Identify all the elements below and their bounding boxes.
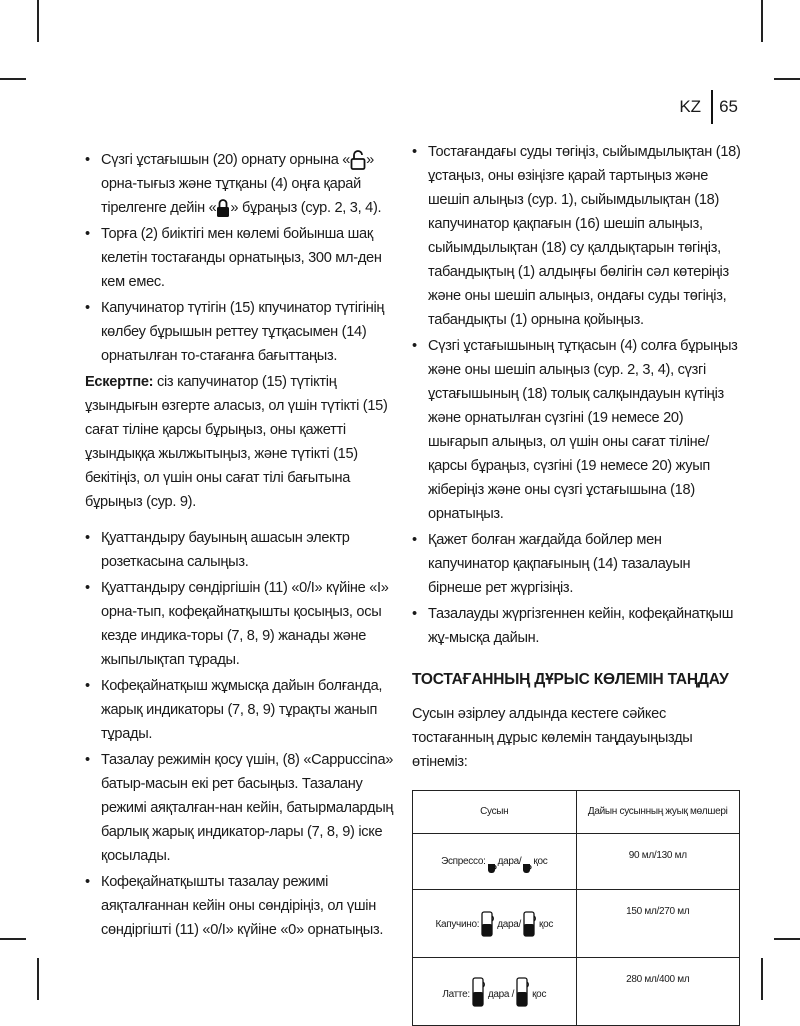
list-item: • Сүзгі ұстағышын (20) орнату орнына « » орна-тығыз және тұтқаны (4) оңға қарай тірелгенге дейін « » бұраңыз (сур. 2, 3, 4). [85, 148, 403, 220]
drink-name: Капучино: [435, 918, 480, 930]
table-header-drink: Сусын [413, 791, 577, 834]
espresso-cup-icon [487, 863, 497, 874]
note-label: Ескертпе: [85, 374, 154, 390]
table-row [413, 890, 740, 958]
crop-mark [0, 78, 26, 80]
single-label: дара/ [497, 855, 522, 867]
cappuccino-cup-icon [522, 911, 538, 937]
page-number: 65 [719, 97, 738, 116]
crop-mark [37, 958, 39, 1000]
list-item: • Тазалауды жүргізгеннен кейін, кофеқайнатқыш жұ-мысқа дайын. [412, 602, 742, 650]
crop-mark [37, 0, 39, 42]
amount-cell: 280 мл/400 мл [576, 958, 740, 1026]
table-row [413, 958, 740, 1026]
crop-mark [774, 938, 800, 940]
list-item: • Кофеқайнатқыш жұмысқа дайын болғанда, жарық индикаторы (7, 8, 9) тұрақты жанып тұрады. [85, 674, 403, 746]
list-item: • Қажет болған жағдайда бойлер мен капучинатор қақпағының (14) тазалауын бірнеше рет жүргізіңіз. [412, 528, 742, 600]
list-item: • Тазалау режимін қосу үшін, (8) «Cappuccina» батыр-масын екі рет басыңыз. Тазалану режимі аяқталған-нан кейін, батырмалардың барлық жарық индикатор-лары (7, 8, 9) іске қосылады. [85, 748, 403, 868]
single-label: дара/ [497, 918, 522, 930]
cappuccino-cup-icon [480, 911, 496, 937]
drink-cell [413, 890, 577, 958]
header-divider [711, 90, 713, 124]
drink-cell [413, 958, 577, 1026]
table-row [413, 834, 740, 890]
latte-cup-icon [515, 977, 531, 1007]
intro-paragraph: Сусын әзірлеу алдында кестеге сәйкес тостағанның дұрыс көлемін таңдауыңызды өтінеміз: [412, 706, 693, 770]
right-column [412, 140, 742, 1026]
amount-cell: 150 мл/270 мл [576, 890, 740, 958]
page-header [679, 90, 738, 124]
list-item: • Сүзгі ұстағышының тұтқасын (4) солға бұрыңыз және оны шешіп алыңыз (сур. 2, 3, 4), сүзгі ұстағышының (18) толық салқындауын күтіңіз және орнатылған сүзгіні (19 немесе 20) шығарып алыңыз, ол үшін оны сағат тіліне/қарсы бұраңыз, сүзгіні (19 немесе 20) жуып жіберіңіз және оны сүзгі ұстағышына (18) орнатыңыз. [412, 334, 742, 526]
crop-mark [761, 958, 763, 1000]
double-label: қос [539, 918, 554, 930]
drink-name: Эспрессо: [441, 855, 486, 867]
left-column [85, 148, 403, 944]
note-paragraph [85, 370, 403, 514]
list-item: • Капучинатор түтігін (15) кпучинатор түтігінің көлбеу бұрышын реттеу тұтқасымен (14) орнатылған то-стағанға бағыттаңыз. [85, 296, 403, 368]
volume-table [412, 790, 740, 1026]
drink-cell [413, 834, 577, 890]
list-item: • Кофеқайнатқышты тазалау режимі аяқталғаннан кейін оны сөндіріңіз, ол үшін сөндіргішті (11) «0/I» күйіне «0» орнатыңыз. [85, 870, 403, 942]
single-label: дара / [487, 988, 515, 1000]
crop-mark [761, 0, 763, 42]
list-item: • Қуаттандыру сөндіргішін (11) «0/I» күйіне «I» орна-тып, кофеқайнатқышты қосыңыз, осы кезде индика-торы (7, 8, 9) жанады және жыпылықтап тұрады. [85, 576, 403, 672]
list-item: • Торға (2) биіктігі мен көлемі бойынша шақ келетін тостағанды орнатыңыз, 300 мл-ден кем емес. [85, 222, 403, 294]
bullet-list [85, 148, 403, 368]
unlock-icon [350, 150, 366, 170]
drink-name: Латте: [442, 988, 470, 1000]
bullet-list [85, 526, 403, 942]
list-item: • Тостағандағы суды төгіңіз, сыйымдылықтан (18) ұстаңыз, оны өзіңізге қарай тартыңыз және шешіп алыңыз (сур. 1), сыйымдылықтан (18) капучинатор қақпағын (16) шешіп алыңыз, сыйымдылықтан (18) су қалдықтарын төгіңіз, табандықтың (1) алдыңғы бөлігін сәл көтеріңіз және оны шешіп алыңыз, ондағы суды төгіңіз, табандықты (1) орнына қойыңыз. [412, 140, 742, 332]
latte-cup-icon [471, 977, 487, 1007]
section-heading: ТОСТАҒАННЫҢ ДҰРЫС КӨЛЕМІН ТАҢДАУ [412, 671, 729, 688]
bullet-list [412, 140, 742, 650]
crop-mark [774, 78, 800, 80]
lock-icon [216, 198, 230, 218]
double-label: қос [532, 988, 547, 1000]
double-label: қос [533, 855, 548, 867]
crop-mark [0, 938, 26, 940]
amount-cell: 90 мл/130 мл [576, 834, 740, 890]
table-header-volume: Дайын сусынның жуық мөлшері [576, 791, 740, 834]
list-item: • Қуаттандыру бауының ашасын электр розеткасына салыңыз. [85, 526, 403, 574]
espresso-cup-icon [522, 863, 532, 874]
language-code: KZ [679, 97, 702, 116]
note-text: сіз капучинатор (15) түтіктің ұзындығын өзгерте аласыз, ол үшін түтікті (15) сағат тіліне қарсы бұрыңыз, оны қажетті ұзындыққа жылжытыңыз, және түтікті (15) бекітіңіз, ол үшін оны сағат тілі бағытына бұрыңыз (сур. 9). [85, 374, 388, 510]
